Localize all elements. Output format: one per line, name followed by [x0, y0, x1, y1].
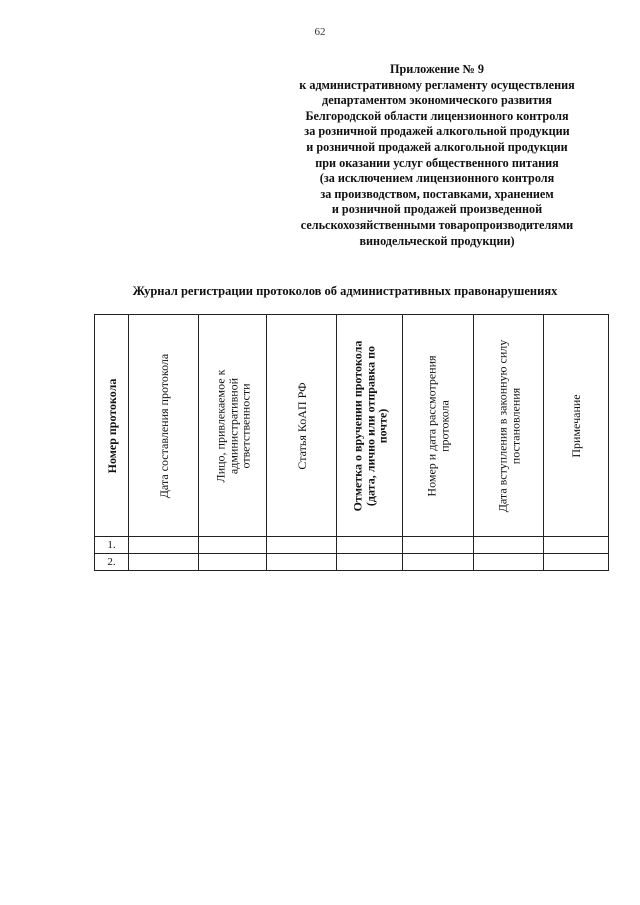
table-cell — [199, 554, 267, 571]
row-number: 1. — [95, 537, 129, 554]
column-header-label: Дата вступления в законную силу постановления — [495, 339, 522, 512]
header-line: при оказании услуг общественного питания — [315, 155, 559, 170]
table-row — [95, 537, 609, 554]
table-cell — [337, 537, 403, 554]
table-cell — [129, 537, 199, 554]
column-header — [544, 315, 609, 537]
table-cell — [267, 554, 337, 571]
column-header-label: Дата составления протокола — [156, 353, 171, 498]
table-cell — [267, 537, 337, 554]
column-header-label: Лицо, привлекаемое к административной ответственности — [212, 369, 252, 482]
protocol-register-table — [94, 314, 609, 571]
appendix-header — [262, 62, 612, 249]
table-cell — [403, 554, 474, 571]
header-line: сельскохозяйственными товаропроизводителями — [300, 217, 574, 232]
table-cell — [474, 537, 544, 554]
table-cell — [337, 554, 403, 571]
column-header-label: Примечание — [568, 393, 583, 458]
column-header — [199, 315, 267, 537]
table-cell — [544, 537, 609, 554]
table-cell — [129, 554, 199, 571]
table-cell — [199, 537, 267, 554]
header-line: за производством, поставками, хранением — [320, 186, 554, 201]
table-header-row — [95, 315, 609, 537]
header-line: Приложение № 9 — [390, 62, 484, 76]
header-line: за розничной продажей алкогольной продукции — [304, 124, 570, 139]
table-cell — [474, 554, 544, 571]
journal-title: Журнал регистрации протоколов об административных правонарушениях — [132, 284, 558, 298]
column-header-label: Номер протокола — [104, 378, 119, 473]
header-line: винодельческой продукции) — [359, 233, 515, 248]
header-line: и розничной продажей произведенной — [331, 202, 543, 217]
column-header-label: Статья КоАП РФ — [294, 381, 309, 470]
column-header — [337, 315, 403, 537]
row-number: 2. — [95, 554, 129, 571]
table-cell — [403, 537, 474, 554]
table-row — [95, 554, 609, 571]
header-line: (за исключением лицензионного контроля — [319, 171, 555, 186]
header-line: и розничной продажей алкогольной продукции — [306, 139, 568, 154]
column-header — [267, 315, 337, 537]
column-header — [129, 315, 199, 537]
column-header-label: Отметка о вручении протокола (дата, лично или отправка по почте) — [349, 340, 389, 511]
header-line: Белгородской области лицензионного контроля — [305, 108, 569, 123]
column-header-label: Номер и дата рассмотрения протокола — [424, 354, 451, 497]
header-line: к административному регламенту осуществления — [299, 77, 575, 92]
page-number: 62 — [314, 26, 326, 38]
header-line: департаментом экономического развития — [322, 93, 552, 108]
column-header — [403, 315, 474, 537]
column-header — [95, 315, 129, 537]
table-cell — [544, 554, 609, 571]
column-header — [474, 315, 544, 537]
